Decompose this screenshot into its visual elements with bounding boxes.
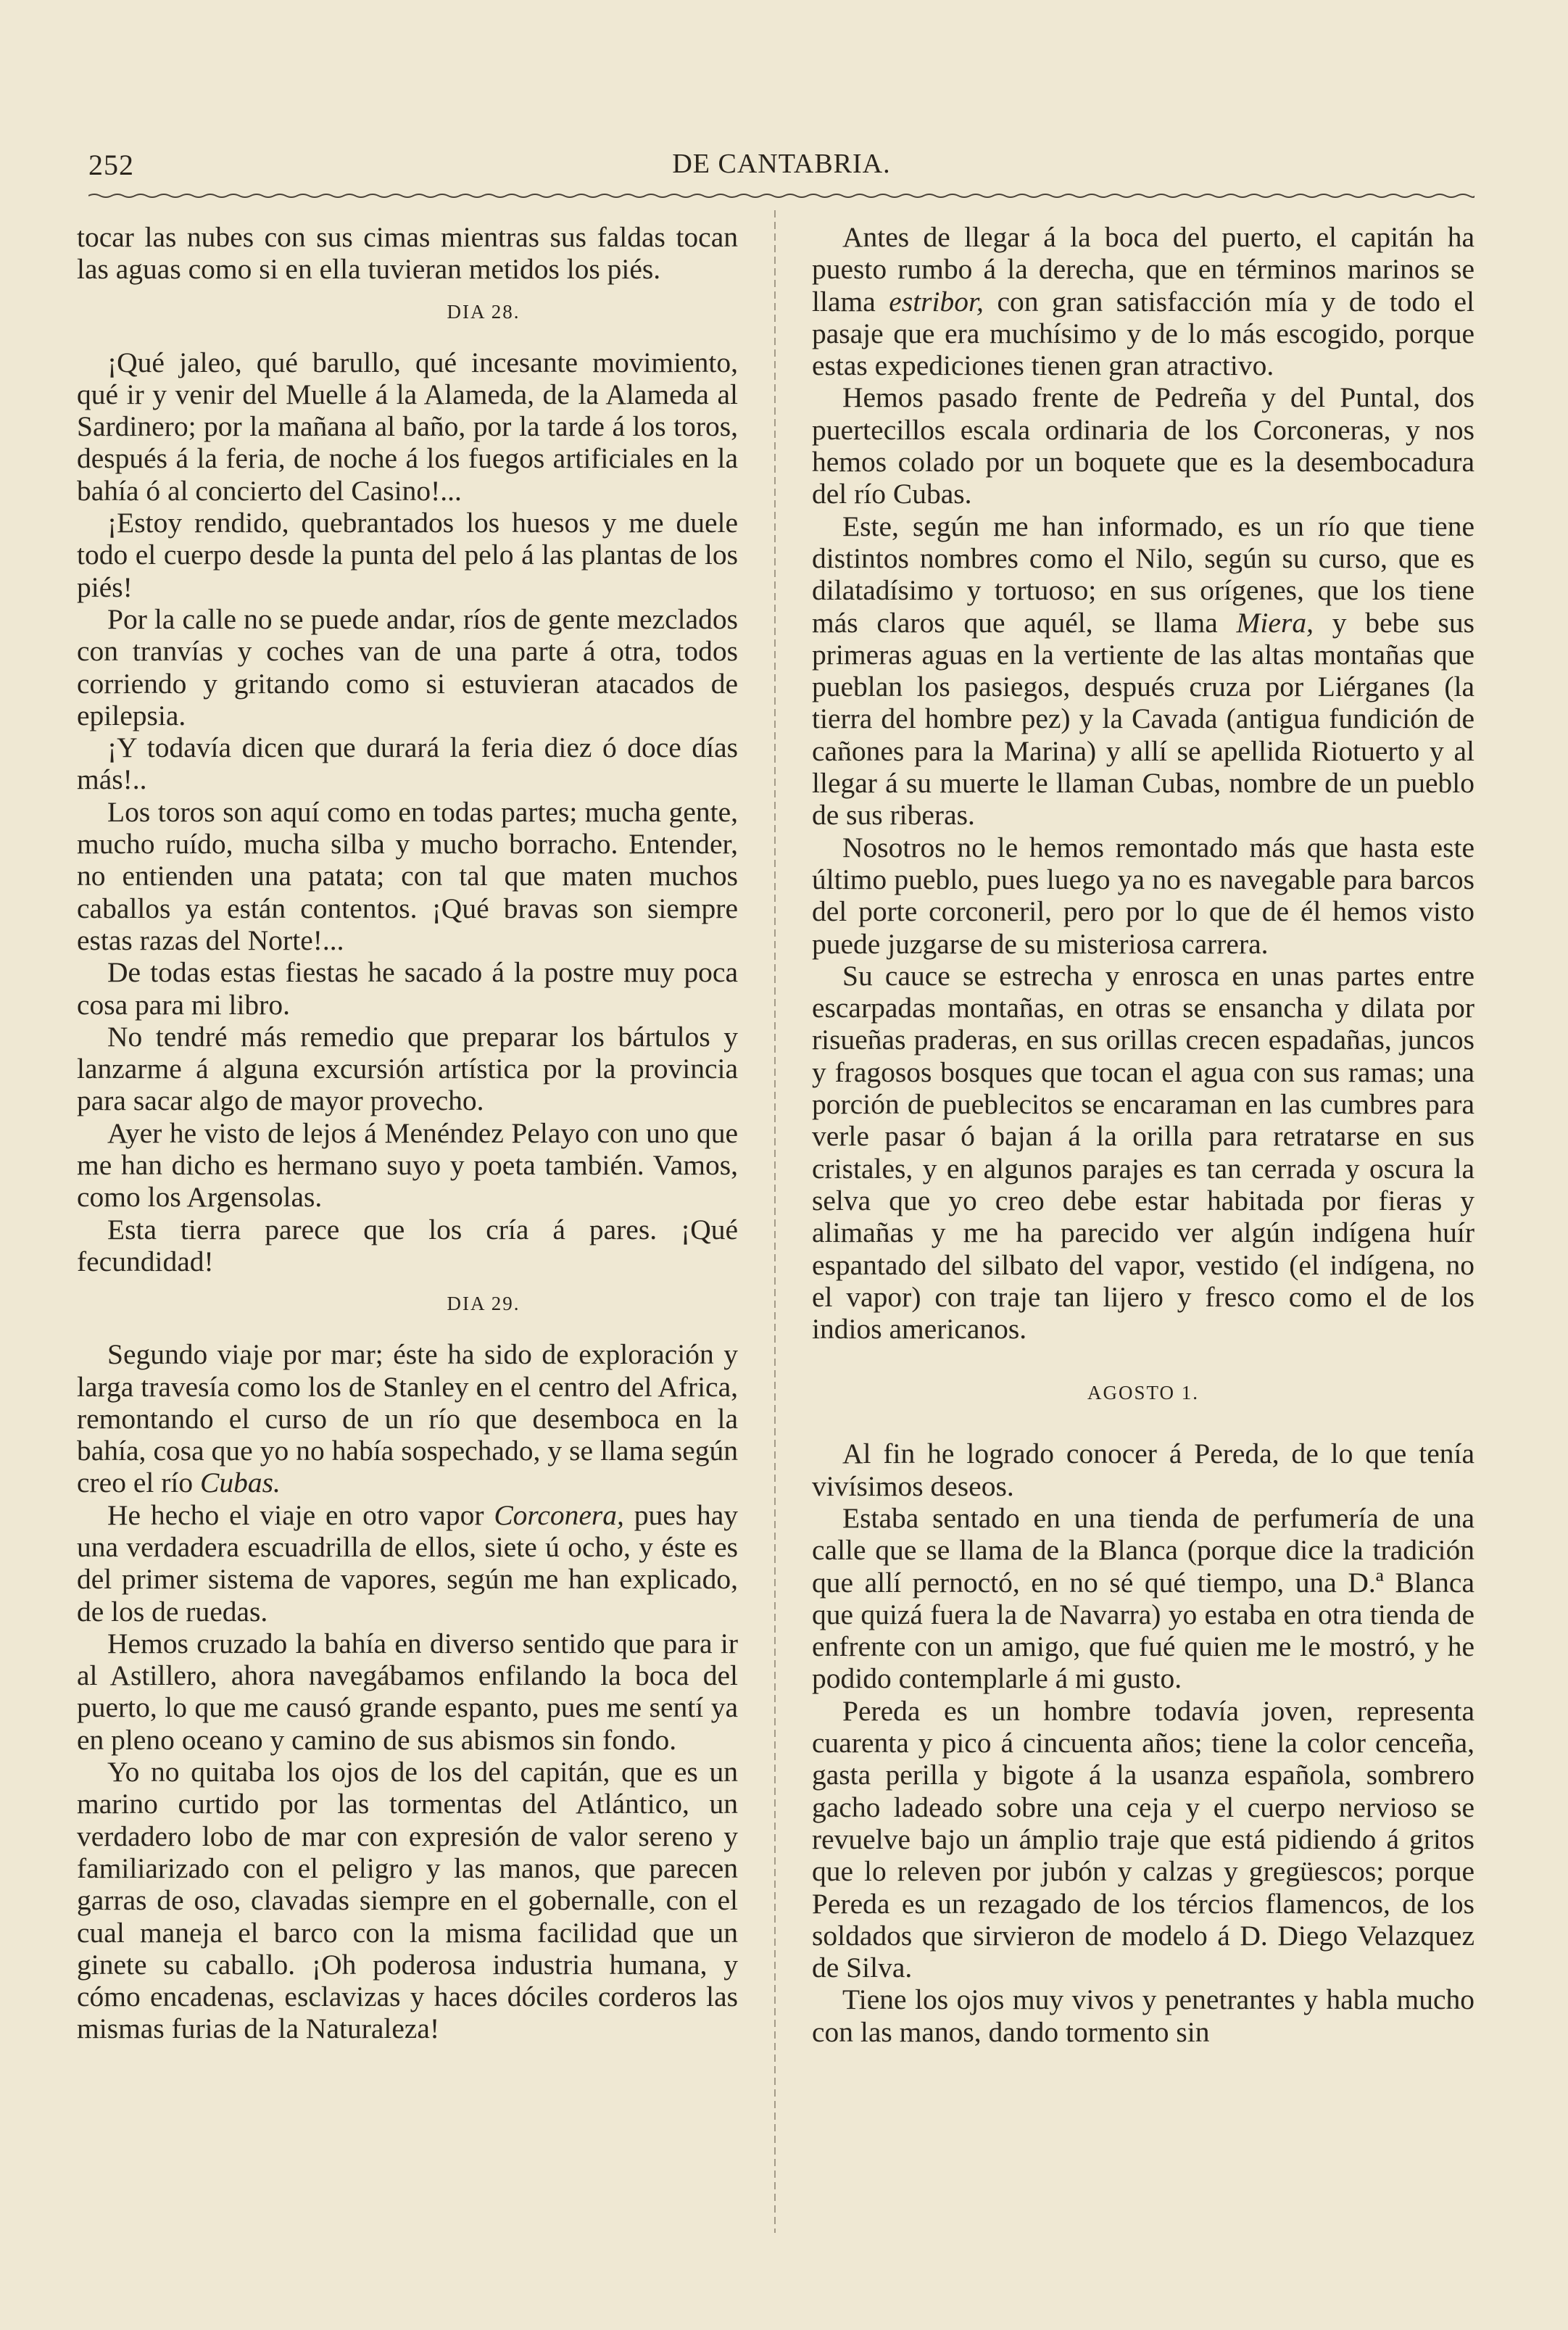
- paragraph: [77, 1499, 738, 1628]
- paragraph: [812, 510, 1474, 832]
- italic-run: Miera,: [1236, 606, 1314, 639]
- paragraph: Esta tierra parece que los cría á pares. ¡Qué fecundidad!: [77, 1213, 738, 1277]
- paragraph: ¡Estoy rendido, quebrantados los huesos y me duele todo el cuerpo desde la punta del pelo á las plantas de los piés!: [77, 507, 738, 603]
- paragraph: Al fin he logrado conocer á Pereda, de lo que tenía vivísimos deseos.: [812, 1438, 1474, 1502]
- text-run: con gran satisfacción mía y de todo el pasaje que era muchísimo y de lo más escogido, porque estas expediciones tienen gran atractivo.: [812, 285, 1474, 382]
- paragraph: Nosotros no le hemos remontado más que hasta este último pueblo, pues luego ya no es navegable para barcos del porte corconeril, pero por lo que de él hemos visto puede juzgarse de su misteriosa carrera.: [812, 831, 1474, 960]
- italic-run: Cubas.: [199, 1467, 281, 1499]
- left-column: [77, 221, 738, 2045]
- paragraph: Hemos cruzado la bahía en diverso sentido que para ir al Astillero, ahora navegábamos enfilando la boca del puerto, lo que me causó grande espanto, pues me sentí ya en pleno oceano y camino de sus abismos sin fondo.: [77, 1627, 738, 1756]
- paragraph: ¡Qué jaleo, qué barullo, qué incesante movimiento, qué ir y venir del Muelle á la Alameda, de la Alameda al Sardinero; por la mañana al baño, por la tarde á los toros, después á la feria, de noche á los fuegos artificiales en la bahía ó al concierto del Casino!...: [77, 346, 738, 507]
- paragraph: [77, 1338, 738, 1498]
- paragraph: Hemos pasado frente de Pedreña y del Puntal, dos puertecillos escala ordinaria de los Corconeras, y nos hemos colado por un boquete que es la desembocadura del río Cubas.: [812, 381, 1474, 510]
- text-run: He hecho el viaje en otro vapor: [107, 1498, 494, 1531]
- paragraph: tocar las nubes con sus cimas mientras sus faldas tocan las aguas como si en ella tuvieran metidos los piés.: [77, 221, 738, 286]
- paragraph: Los toros son aquí como en todas partes; mucha gente, mucho ruído, mucha silba y mucho borracho. Entender, no entienden una patata; con tal que maten muchos caballos ya están contentos. ¡Qué bravas son siempre estas razas del Norte!...: [77, 795, 738, 956]
- text-run: Este, según me han informado, es un río que tiene distintos nombres como el Nilo, según su curso, que es dilatadísimo y tortuoso; en sus orígenes, que los tiene más claros que aquél, se llama: [812, 510, 1474, 639]
- day-heading: DIA 28.: [447, 300, 520, 323]
- paragraph: Tiene los ojos muy vivos y penetrantes y habla mucho con las manos, dando tormento sin: [812, 1983, 1474, 2048]
- paragraph: De todas estas fiestas he sacado á la postre muy poca cosa para mi libro.: [77, 956, 738, 1021]
- paragraph: ¡Y todavía dicen que durará la feria diez ó doce días más!..: [77, 731, 738, 796]
- day-heading: DIA 29.: [447, 1293, 520, 1315]
- running-head: [88, 148, 1474, 191]
- header-wavy-rule: [88, 193, 1474, 199]
- paragraph: Por la calle no se puede andar, ríos de gente mezclados con tranvías y coches van de una parte á otra, todos corriendo y gritando como si estuvieran atacados de epilepsia.: [77, 602, 738, 731]
- right-column: [812, 221, 1474, 2048]
- running-title: DE CANTABRIA.: [672, 149, 891, 179]
- page-number: 252: [88, 149, 134, 181]
- italic-run: Corconera,: [494, 1498, 624, 1531]
- paragraph: Su cauce se estrecha y enrosca en unas partes entre escarpadas montañas, en otras se ensancha y dilata por risueñas praderas, en sus orillas crecen espadañas, juncos y fragosos bosques que tocan el agua con sus ramas; una porción de pueblecitos se encaraman en las cumbres para verle pasar ó bajan á la orilla para retratarse en sus cristales, y en algunos parajes es tan cerrada y oscura la selva que yo creo debe estar habitada por fieras y alimañas y me ha parecido ver algún indígena huír espantado del silbato del vapor, vestido (el indígena, no el vapor) con traje tan lijero y fresco como el de los indios americanos.: [812, 959, 1474, 1346]
- text-run: Antes de llegar á la boca del puerto, el capitán ha puesto rumbo á la derecha, que en términos marinos se llama: [812, 221, 1474, 318]
- paragraph: No tendré más remedio que preparar los bártulos y lanzarme á alguna excursión artística por la provincia para sacar algo de mayor provecho.: [77, 1020, 738, 1117]
- text-run: pues hay una verdadera escuadrilla de ellos, siete ú ocho, y éste es del primer sistema de vapores, según me han explicado, de los de ruedas.: [77, 1498, 738, 1628]
- paragraph: Estaba sentado en una tienda de perfumería de una calle que se llama de la Blanca (porque dice la tradición que allí pernoctó, en no sé qué tiempo, una D.ª Blanca que quizá fuera la de Navarra) yo estaba en otra tienda de enfrente con un amigo, que fué quien me le mostró, y he podido contemplarle á mi gusto.: [812, 1501, 1474, 1695]
- column-divider: [774, 210, 776, 2233]
- text-run: y bebe sus primeras aguas en la vertiente de las altas montañas que pueblan los pasiegos, después cruza por Liérganes (la tierra del hombre pez) y la Cavada (antigua fundición de cañones para la Marina) y allí se apellida Riotuerto y al llegar á su muerte le llaman Cubas, nombre de un pueblo de sus riberas.: [812, 606, 1475, 832]
- paragraph: Yo no quitaba los ojos de los del capitán, que es un marino curtido por las tormentas del Atlántico, un verdadero lobo de mar con expresión de valor sereno y familiarizado con el peligro y las manos, que parecen garras de oso, clavadas siempre en el gobernalle, con el cual maneja el barco con la misma facilidad que un ginete su caballo. ¡Oh poderosa industria humana, y cómo encadenas, esclavizas y haces dóciles corderos las mismas furias de la Naturaleza!: [77, 1756, 738, 2045]
- italic-run: estribor,: [889, 285, 984, 318]
- month-heading: AGOSTO 1.: [1087, 1382, 1199, 1404]
- paragraph: [812, 221, 1474, 381]
- paragraph: Pereda es un hombre todavía joven, representa cuarenta y pico á cincuenta años; tiene la color cenceña, gasta perilla y bigote á la usanza española, sombrero gacho ladeado sobre una ceja y el cuerpo nervioso se revuelve bajo un ámplio traje que está pidiendo á gritos que lo releven por jubón y calzas y gregüescos; porque Pereda es un rezagado de los tércios flamencos, de los soldados que sirvieron de modelo á D. Diego Velazquez de Silva.: [812, 1694, 1474, 1984]
- text-run: Segundo viaje por mar; éste ha sido de exploración y larga travesía como los de Stanley en el centro del Africa, remontando el curso de un río que desemboca en la bahía, cosa que yo no había sospechado, y se llama según creo el río: [77, 1338, 738, 1499]
- paragraph: Ayer he visto de lejos á Menéndez Pelayo con uno que me han dicho es hermano suyo y poeta también. Vamos, como los Argensolas.: [77, 1116, 738, 1214]
